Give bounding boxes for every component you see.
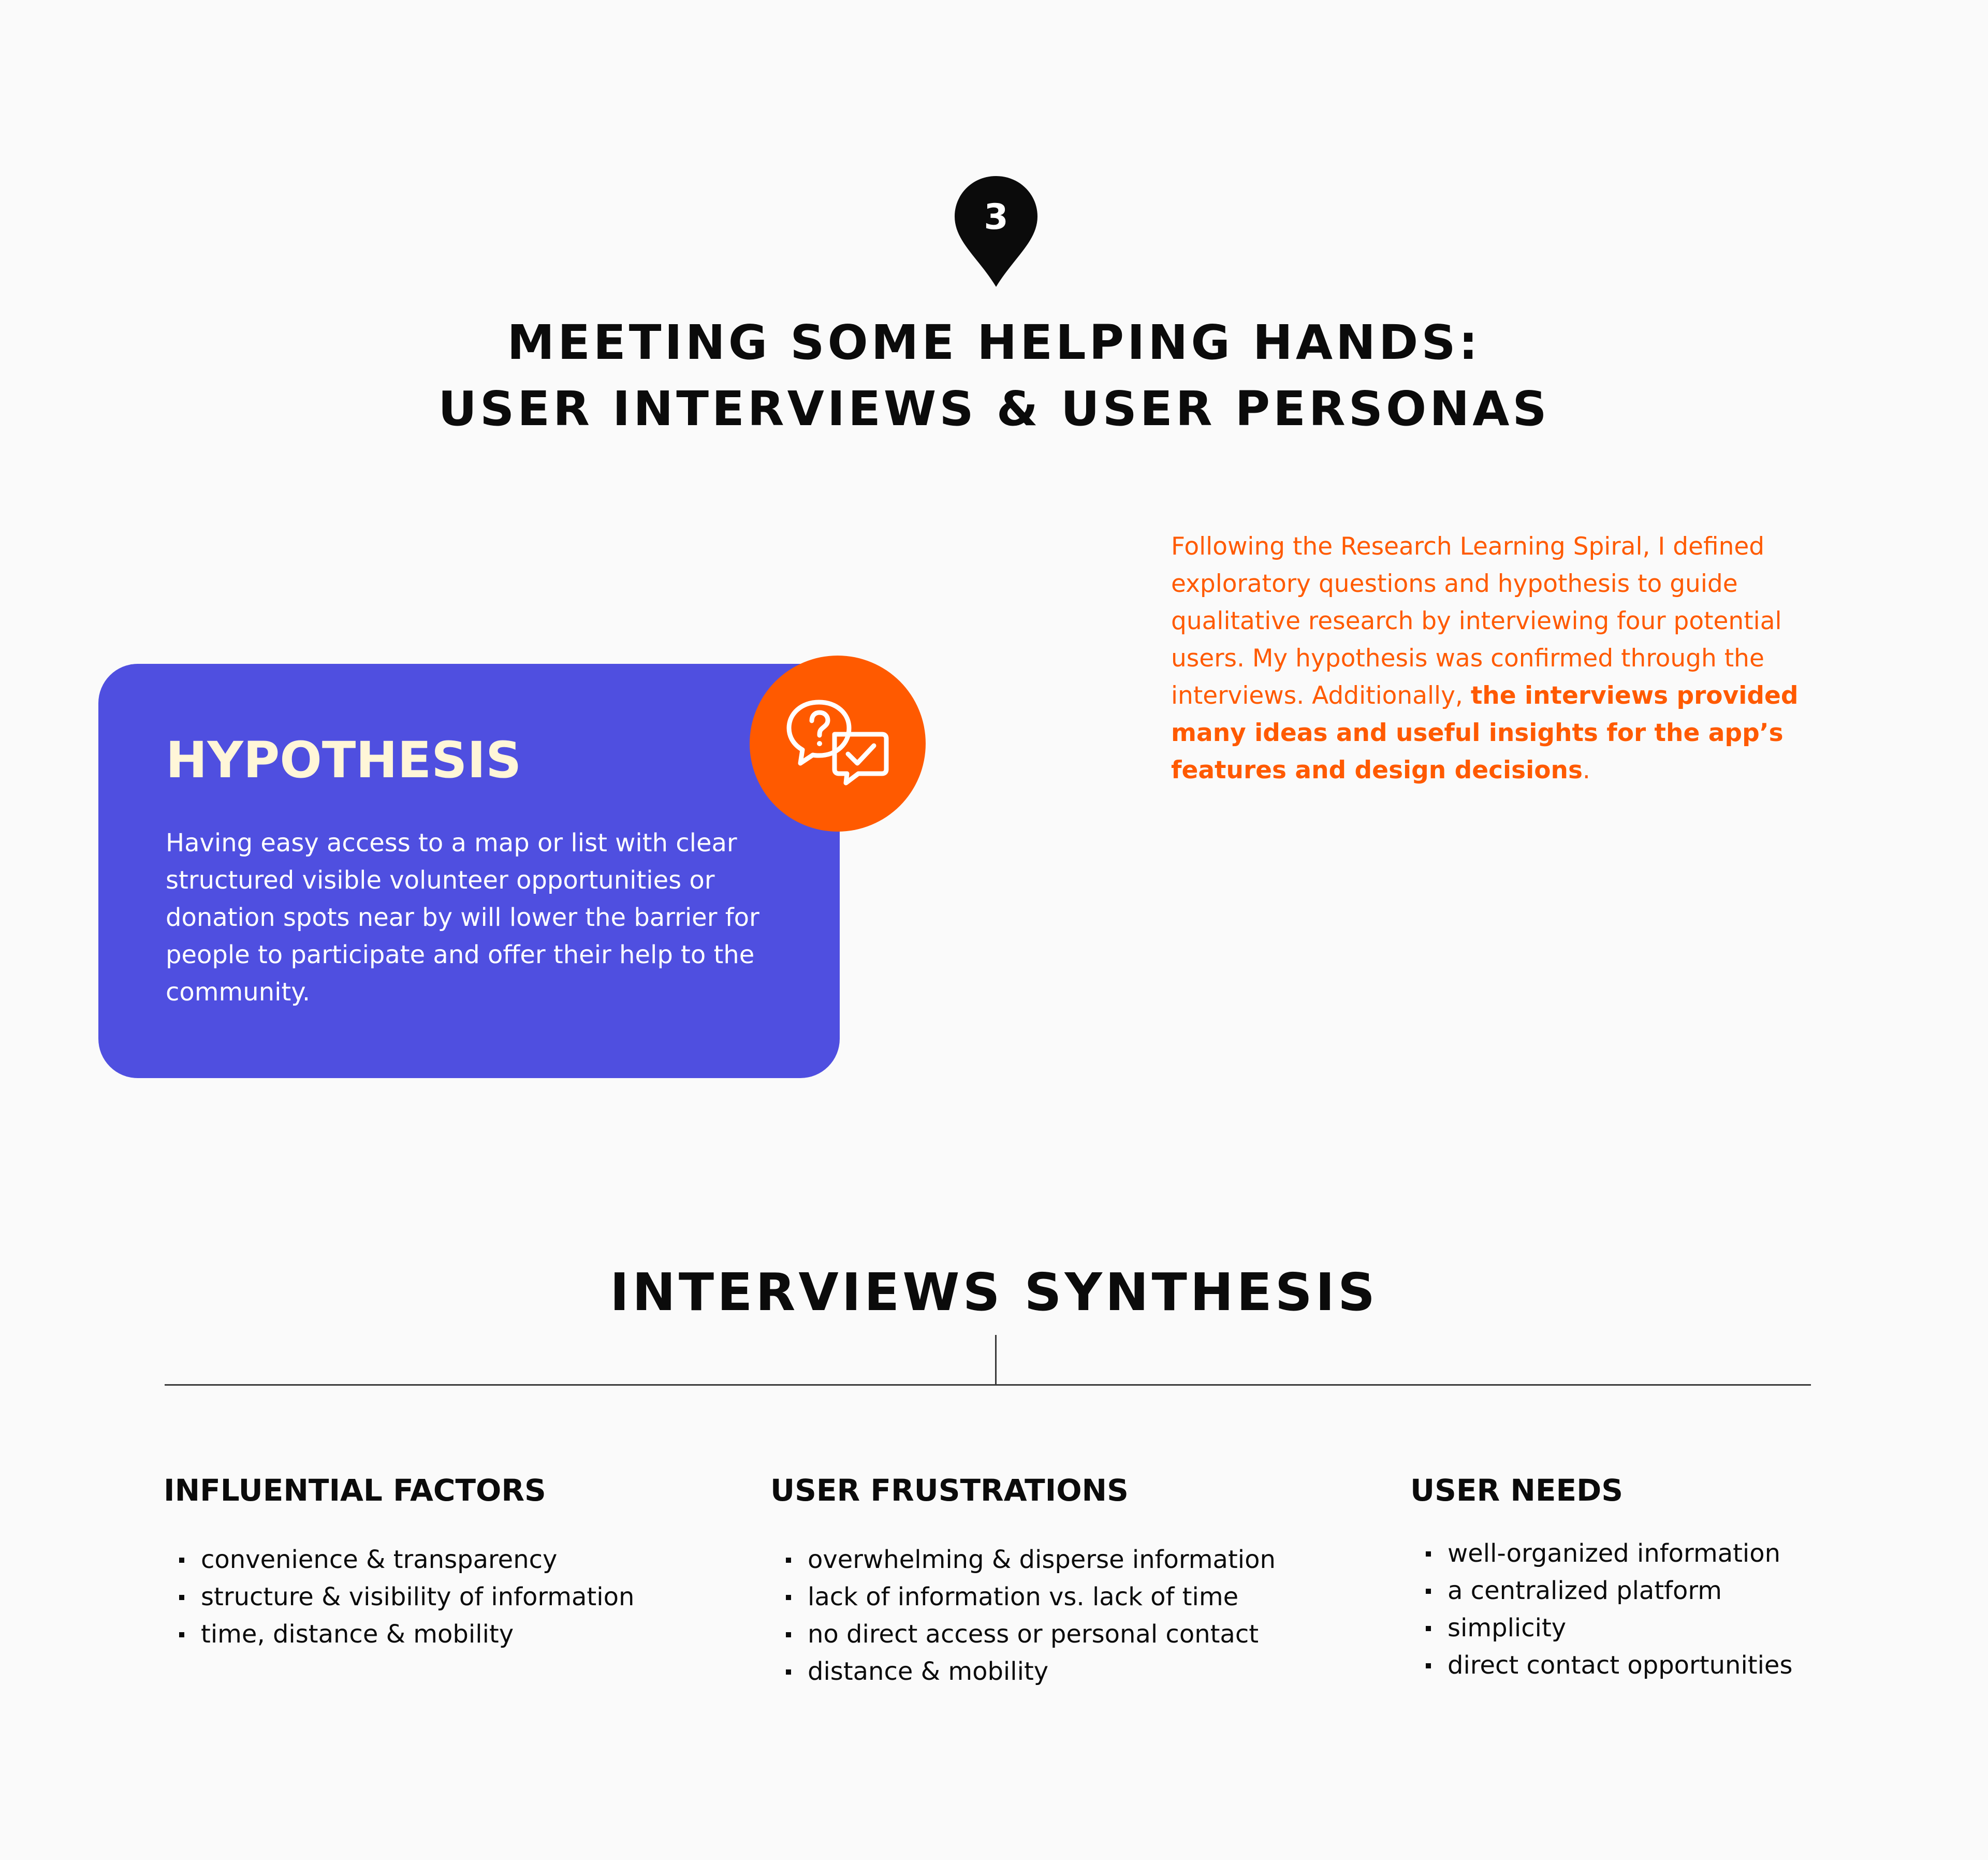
bullet-icon (1426, 1589, 1431, 1594)
hypothesis-title: HYPOTHESIS (166, 731, 522, 789)
hypothesis-card (98, 664, 840, 1078)
list-item-text: overwhelming & disperse information (808, 1545, 1276, 1574)
chat-question-check-icon (781, 687, 895, 801)
list-item (770, 1578, 1276, 1616)
bullet-icon (1426, 1626, 1431, 1631)
synthesis-connector (995, 1335, 997, 1385)
needs-list (1410, 1535, 1792, 1684)
chat-badge (750, 656, 926, 832)
list-item (1410, 1572, 1792, 1609)
page-title-line-2: USER INTERVIEWS & USER PERSONAS (438, 381, 1550, 437)
list-item (770, 1616, 1276, 1653)
step-number: 3 (984, 197, 1008, 238)
bullet-icon (1426, 1663, 1431, 1668)
bullet-icon (786, 1632, 791, 1637)
list-item-text: direct contact opportunities (1448, 1651, 1793, 1680)
intro-text-end: . (1582, 756, 1590, 784)
list-item-text: simplicity (1448, 1614, 1567, 1643)
intro-highlight: the interviews provided many ideas and useful insights for the app’s features and design decisions (1171, 681, 1799, 784)
column-influential-factors (164, 1471, 634, 1653)
bullet-icon (179, 1558, 184, 1563)
step-marker (954, 175, 1039, 288)
bullet-icon (786, 1595, 791, 1600)
bullet-icon (179, 1595, 184, 1600)
column-user-frustrations (770, 1471, 1276, 1690)
list-item (1410, 1535, 1792, 1572)
list-item-text: structure & visibility of information (201, 1582, 635, 1611)
column-heading: USER FRUSTRATIONS (770, 1473, 1129, 1508)
list-item-text: no direct access or personal contact (808, 1620, 1259, 1649)
list-item (770, 1653, 1276, 1690)
synthesis-title: INTERVIEWS SYNTHESIS (609, 1262, 1379, 1323)
list-item-text: time, distance & mobility (201, 1620, 514, 1649)
list-item-text: lack of information vs. lack of time (808, 1582, 1239, 1611)
list-item (1410, 1647, 1792, 1684)
bullet-icon (786, 1558, 791, 1563)
list-item (1410, 1609, 1792, 1647)
bullet-icon (179, 1632, 184, 1637)
list-item-text: distance & mobility (808, 1657, 1049, 1686)
list-item-text: well-organized information (1448, 1539, 1781, 1568)
hypothesis-text: Having easy access to a map or list with clear structured visible volunteer opportunities or donation spots near by will lower the barrier for people to participate and offer their help to the community. (166, 829, 759, 1007)
factors-list (164, 1541, 634, 1653)
page-title (0, 310, 1988, 442)
intro-text: Following the Research Learning Spiral, I defined exploratory questions and hypothesis to guide qualitative research by interviewing four potential users. My hypothesis was confirmed through the interviews. Additionally, (1171, 532, 1782, 710)
list-item-text: a centralized platform (1448, 1576, 1722, 1605)
list-item (164, 1616, 634, 1653)
page-title-line-1: MEETING SOME HELPING HANDS: (507, 315, 1481, 370)
synthesis-divider (165, 1384, 1811, 1386)
list-item (770, 1541, 1276, 1578)
bullet-icon (1426, 1551, 1431, 1557)
list-item-text: convenience & transparency (201, 1545, 558, 1574)
bullet-icon (786, 1669, 791, 1675)
column-heading: USER NEEDS (1410, 1473, 1624, 1508)
column-user-needs (1410, 1471, 1792, 1684)
column-heading: INFLUENTIAL FACTORS (164, 1473, 546, 1508)
list-item (164, 1541, 634, 1578)
list-item (164, 1578, 634, 1616)
intro-paragraph (1171, 528, 1823, 789)
frustrations-list (770, 1541, 1276, 1690)
